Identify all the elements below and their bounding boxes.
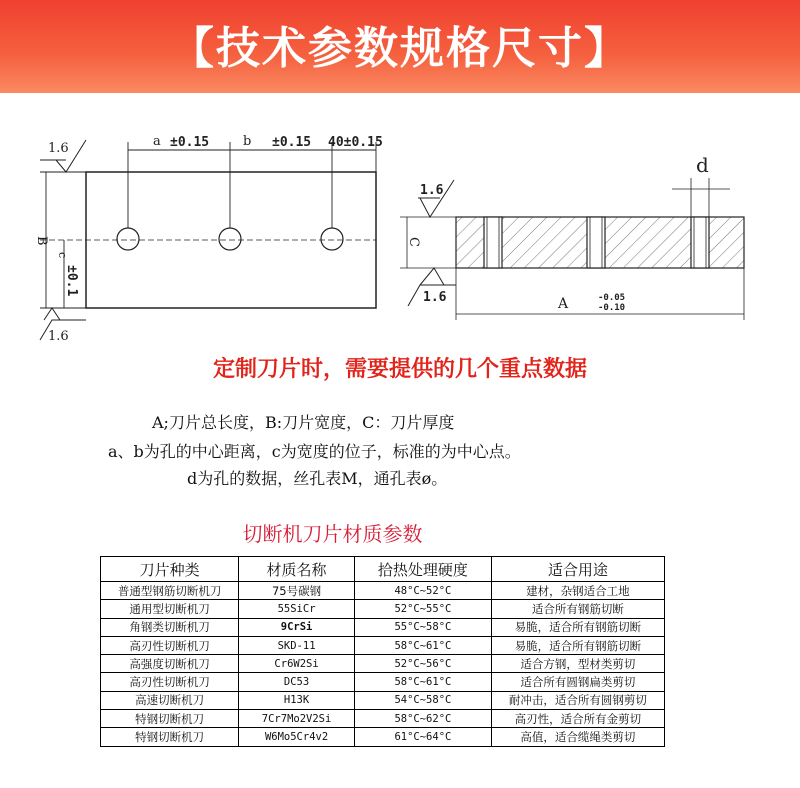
column-header: 刀片种类 — [101, 557, 239, 582]
table-cell: 适合方钢，型材类剪切 — [491, 655, 664, 673]
table-row — [101, 636, 665, 654]
table-cell: 易脆，适合所有钢筋切断 — [491, 636, 664, 654]
top-view — [40, 140, 376, 340]
table-cell: Cr6W2Si — [239, 655, 355, 673]
section-subtitle: 定制刀片时，需要提供的几个重点数据 — [212, 357, 587, 382]
table-cell: W6Mo5Cr4v2 — [239, 728, 355, 746]
table-row — [101, 600, 665, 618]
dim-B-label: B — [34, 236, 49, 246]
table-row — [101, 710, 665, 728]
dim-b-tolerance: ±0.15 — [272, 135, 312, 150]
header-banner — [0, 0, 800, 93]
table-cell: 48°C~52°C — [354, 582, 491, 600]
dim-C-label: C — [406, 237, 421, 247]
note-line: A;刀片总长度，B:刀片宽度，C：刀片厚度 — [152, 413, 455, 432]
column-header: 材质名称 — [239, 557, 355, 582]
table-cell: SKD-11 — [239, 636, 355, 654]
table-cell: 高强度切断机刀 — [101, 655, 239, 673]
table-row — [101, 655, 665, 673]
table-cell: 55SiCr — [239, 600, 355, 618]
table-cell: 角钢类切断机刀 — [101, 618, 239, 636]
section-roughness-top: 1.6 — [420, 183, 444, 198]
table-cell: 适合所有钢筋切断 — [491, 600, 664, 618]
table-cell: 58°C~62°C — [354, 710, 491, 728]
table-row — [101, 691, 665, 709]
note-line: d为孔的数据，丝孔表M，通孔表ø。 — [187, 469, 448, 488]
table-cell: 耐冲击，适合所有圆钢剪切 — [491, 691, 664, 709]
table-cell: H13K — [239, 691, 355, 709]
roughness-label-bottom: 1.6 — [48, 329, 69, 344]
table-cell: 高刃性切断机刀 — [101, 636, 239, 654]
dim-d-label: d — [696, 153, 709, 177]
table-cell: 54°C~58°C — [354, 691, 491, 709]
table-header-row — [101, 557, 665, 582]
column-header: 适合用途 — [491, 557, 664, 582]
dim-a-label: a — [153, 134, 161, 149]
dim-A-label: A — [558, 296, 569, 312]
dim-40-label: 40±0.15 — [328, 135, 383, 150]
table-cell: 7Cr7Mo2V2Si — [239, 710, 355, 728]
table-cell: 75号碳钢 — [239, 582, 355, 600]
table-cell: 通用型切断机刀 — [101, 600, 239, 618]
table-cell: 普通型钢筋切断机刀 — [101, 582, 239, 600]
section-roughness-bottom: 1.6 — [423, 290, 447, 305]
page-title: 【技术参数规格尺寸】 — [170, 23, 630, 74]
table-cell: 9CrSi — [239, 618, 355, 636]
technical-drawing — [0, 93, 800, 355]
table-row — [101, 582, 665, 600]
table-title: 切断机刀片材质参数 — [242, 522, 423, 546]
material-table — [100, 556, 665, 747]
table-row — [101, 728, 665, 746]
dim-c-tolerance: ±0.1 — [64, 265, 79, 297]
table-cell: 52°C~55°C — [354, 600, 491, 618]
table-cell: 58°C~61°C — [354, 636, 491, 654]
section-view — [400, 178, 744, 320]
table-cell: 易脆，适合所有钢筋切断 — [491, 618, 664, 636]
roughness-label-top: 1.6 — [48, 141, 69, 156]
table-cell: 58°C~61°C — [354, 673, 491, 691]
table-cell: 高速切断机刀 — [101, 691, 239, 709]
table-cell: 高刃性，适合所有金剪切 — [491, 710, 664, 728]
note-line: a、b为孔的中心距离，c为宽度的位子，标准的为中心点。 — [108, 442, 521, 461]
dim-c-label: c — [56, 252, 69, 259]
table-cell: 高刃性切断机刀 — [101, 673, 239, 691]
dim-b-label: b — [243, 134, 252, 149]
column-header: 拾热处理硬度 — [354, 557, 491, 582]
table-cell: 55°C~58°C — [354, 618, 491, 636]
table-cell: 61°C~64°C — [354, 728, 491, 746]
table-row — [101, 618, 665, 636]
table-cell: 适合所有圆钢扁类剪切 — [491, 673, 664, 691]
table-cell: 建材，杂钢适合工地 — [491, 582, 664, 600]
table-cell: 高值，适合缆绳类剪切 — [491, 728, 664, 746]
dim-a-tolerance: ±0.15 — [170, 135, 210, 150]
dim-A-tol-lower: -0.10 — [598, 303, 626, 313]
table-cell: DC53 — [239, 673, 355, 691]
dim-A-tol-upper: -0.05 — [598, 293, 626, 303]
table-row — [101, 673, 665, 691]
table-cell: 52°C~56°C — [354, 655, 491, 673]
table-cell: 特钢切断机刀 — [101, 710, 239, 728]
table-cell: 特钢切断机刀 — [101, 728, 239, 746]
